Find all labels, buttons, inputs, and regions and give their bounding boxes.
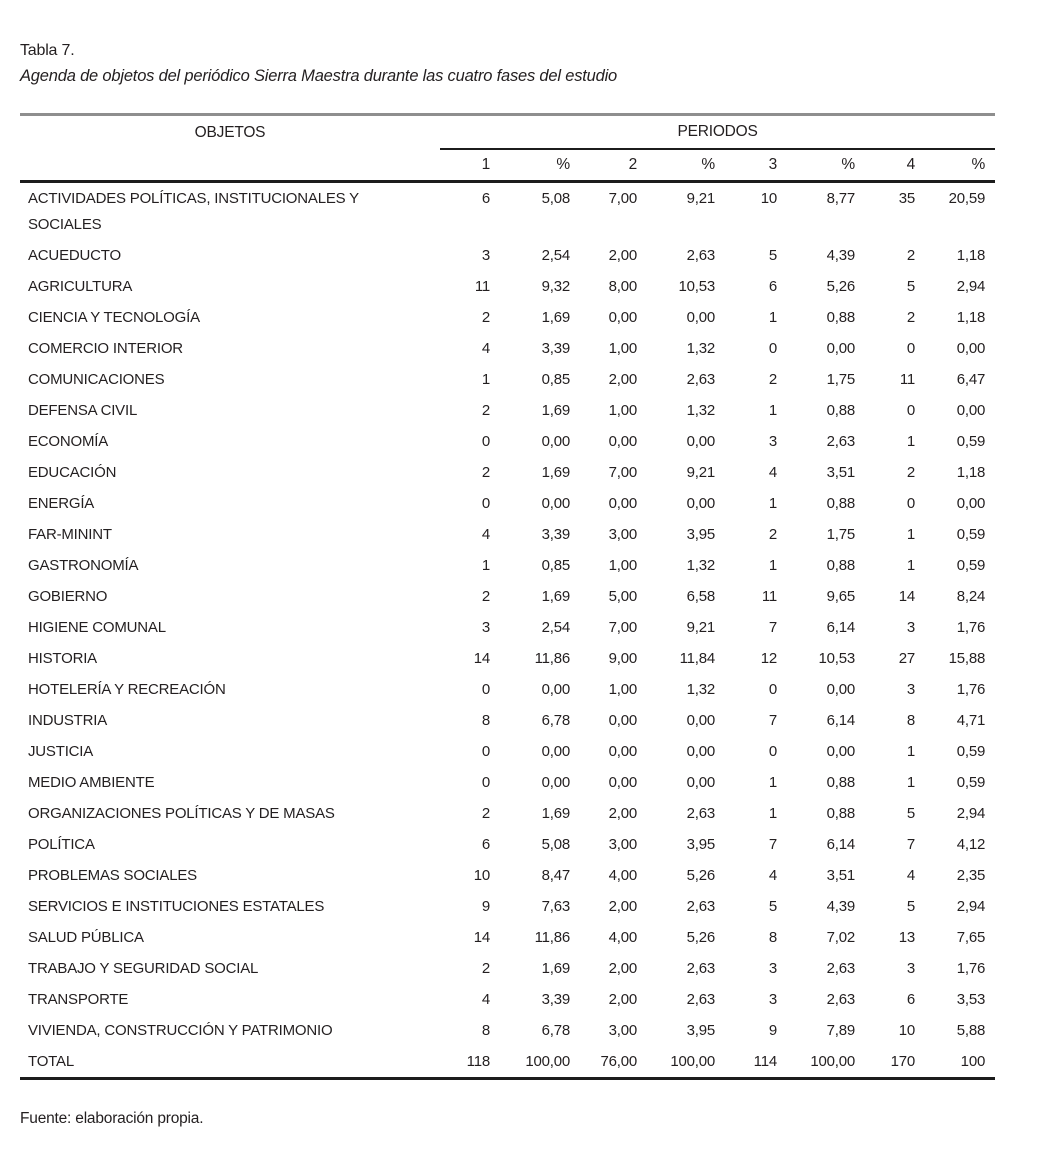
value-cell: 0,00 bbox=[956, 340, 986, 357]
value-cell: 4 bbox=[481, 526, 490, 543]
data-table bbox=[20, 113, 995, 1080]
value-cell: 5 bbox=[768, 247, 777, 264]
value-cell: 14 bbox=[473, 929, 490, 946]
value-cell: 3 bbox=[906, 681, 915, 698]
value-cell: 1,32 bbox=[686, 340, 715, 357]
value-cell: 0 bbox=[768, 340, 777, 357]
value-cell: 5,26 bbox=[686, 929, 715, 946]
value-cell: 9 bbox=[768, 1022, 777, 1039]
value-cell: 11,86 bbox=[534, 929, 570, 946]
value-cell: 4,00 bbox=[608, 867, 637, 884]
value-cell: 5 bbox=[906, 898, 915, 915]
value-cell: 2 bbox=[906, 309, 915, 326]
value-cell: 6,78 bbox=[541, 1022, 570, 1039]
table-row bbox=[20, 736, 995, 767]
value-cell: 11,86 bbox=[534, 650, 570, 667]
value-cell: 1,69 bbox=[541, 464, 570, 481]
value-cell: 8,24 bbox=[956, 588, 986, 605]
value-cell: 4,39 bbox=[826, 247, 855, 264]
value-cell: 1,00 bbox=[608, 557, 637, 574]
value-cell: 0,00 bbox=[541, 743, 570, 760]
value-cell: 9,21 bbox=[686, 190, 715, 207]
value-cell: 1,69 bbox=[541, 402, 570, 419]
value-cell: 0,85 bbox=[541, 557, 570, 574]
value-cell: 3 bbox=[768, 991, 777, 1008]
value-cell: 3,95 bbox=[686, 836, 715, 853]
value-cell: 0 bbox=[481, 681, 490, 698]
value-cell: 0,00 bbox=[686, 774, 715, 791]
value-cell: 5,26 bbox=[826, 278, 855, 295]
value-cell: 3,39 bbox=[541, 340, 570, 357]
table-row bbox=[20, 1015, 995, 1046]
value-cell: 0 bbox=[906, 495, 915, 512]
value-cell: 1,69 bbox=[541, 960, 570, 977]
table-row bbox=[20, 333, 995, 364]
table-body bbox=[20, 182, 995, 1079]
value-cell: 5,26 bbox=[686, 867, 715, 884]
objeto-cell: EDUCACIÓN bbox=[28, 464, 117, 481]
objeto-cell: PROBLEMAS SOCIALES bbox=[28, 867, 197, 884]
table-row bbox=[20, 395, 995, 426]
value-cell: 1,18 bbox=[956, 247, 986, 264]
value-cell: 3,00 bbox=[608, 1022, 637, 1039]
value-cell: 2,63 bbox=[686, 805, 715, 822]
value-cell: 7 bbox=[906, 836, 915, 853]
value-cell: 7,63 bbox=[541, 898, 570, 915]
value-cell: 0,00 bbox=[541, 681, 570, 698]
value-cell: 1,75 bbox=[826, 526, 855, 543]
value-cell: 5 bbox=[906, 278, 915, 295]
objeto-cell: TRANSPORTE bbox=[28, 991, 129, 1008]
table-row bbox=[20, 271, 995, 302]
table-row bbox=[20, 364, 995, 395]
value-cell: 1,75 bbox=[826, 371, 855, 388]
value-cell: 3 bbox=[481, 619, 490, 636]
value-cell: 5 bbox=[768, 898, 777, 915]
value-cell: 8,47 bbox=[541, 867, 570, 884]
value-cell: 4 bbox=[481, 991, 490, 1008]
value-cell: 7 bbox=[768, 619, 777, 636]
value-cell: 10 bbox=[898, 1022, 915, 1039]
value-cell: 76,00 bbox=[600, 1053, 637, 1070]
objeto-cell: COMERCIO INTERIOR bbox=[28, 340, 183, 357]
objeto-cell: ACUEDUCTO bbox=[28, 247, 121, 264]
value-cell: 0,00 bbox=[686, 743, 715, 760]
value-cell: 1 bbox=[768, 774, 777, 791]
value-cell: 1 bbox=[768, 309, 777, 326]
value-cell: 13 bbox=[898, 929, 915, 946]
value-cell: 11,84 bbox=[679, 650, 715, 667]
value-cell: 14 bbox=[898, 588, 915, 605]
value-cell: 1 bbox=[481, 557, 490, 574]
value-cell: 0,88 bbox=[826, 557, 855, 574]
value-cell: 4,12 bbox=[956, 836, 986, 853]
objeto-cell: SERVICIOS E INSTITUCIONES ESTATALES bbox=[28, 898, 325, 915]
table-row bbox=[20, 426, 995, 457]
value-cell: 2,35 bbox=[956, 867, 986, 884]
value-cell: 0,00 bbox=[608, 774, 637, 791]
value-cell: 0,00 bbox=[686, 309, 715, 326]
value-cell: 3 bbox=[906, 619, 915, 636]
table-row bbox=[20, 798, 995, 829]
value-cell: 7,00 bbox=[608, 464, 637, 481]
value-cell: 0,59 bbox=[956, 433, 986, 450]
value-cell: 0,85 bbox=[541, 371, 570, 388]
value-cell: 7 bbox=[768, 712, 777, 729]
value-cell: 3,39 bbox=[541, 526, 570, 543]
objeto-cell: DEFENSA CIVIL bbox=[28, 402, 138, 419]
table-row bbox=[20, 953, 995, 984]
value-cell: 0,00 bbox=[608, 495, 637, 512]
value-cell: 4 bbox=[481, 340, 490, 357]
value-cell: 2 bbox=[768, 526, 777, 543]
value-cell: 7,65 bbox=[956, 929, 986, 946]
objeto-cell: TOTAL bbox=[28, 1053, 74, 1070]
value-cell: 9,21 bbox=[686, 464, 715, 481]
value-cell: 1 bbox=[481, 371, 490, 388]
value-cell: 100 bbox=[960, 1053, 986, 1070]
value-cell: 1,76 bbox=[956, 681, 986, 698]
objeto-cell: ECONOMÍA bbox=[28, 433, 109, 450]
value-cell: 8 bbox=[481, 712, 490, 729]
value-cell: 0,00 bbox=[686, 433, 715, 450]
value-cell: 170 bbox=[890, 1053, 915, 1070]
subheader-spacer bbox=[20, 149, 440, 182]
value-cell: 0 bbox=[481, 495, 490, 512]
value-cell: 1,76 bbox=[956, 960, 986, 977]
value-cell: 0,00 bbox=[686, 712, 715, 729]
objeto-cell: ACTIVIDADES POLÍTICAS, INSTITUCIONALES Y SOCIALES bbox=[28, 190, 359, 233]
value-cell: 0,88 bbox=[826, 805, 855, 822]
value-cell: 10,53 bbox=[678, 278, 715, 295]
value-cell: 7,89 bbox=[826, 1022, 855, 1039]
value-cell: 11 bbox=[899, 371, 915, 388]
value-cell: 8 bbox=[906, 712, 915, 729]
value-cell: 8 bbox=[768, 929, 777, 946]
value-cell: 1,69 bbox=[541, 309, 570, 326]
value-cell: 1,69 bbox=[541, 588, 570, 605]
value-cell: 1 bbox=[768, 805, 777, 822]
table-row bbox=[20, 674, 995, 705]
table-row bbox=[20, 860, 995, 891]
value-cell: 1 bbox=[768, 402, 777, 419]
value-cell: 3 bbox=[768, 433, 777, 450]
value-cell: 10 bbox=[760, 190, 777, 207]
value-cell: 2,00 bbox=[608, 247, 637, 264]
value-cell: 3,53 bbox=[956, 991, 986, 1008]
value-cell: 7,00 bbox=[608, 190, 637, 207]
table-row bbox=[20, 767, 995, 798]
period-subheader-6: % bbox=[787, 149, 865, 182]
value-cell: 4,71 bbox=[956, 712, 986, 729]
value-cell: 5 bbox=[906, 805, 915, 822]
value-cell: 2,63 bbox=[826, 433, 855, 450]
value-cell: 2,94 bbox=[956, 278, 986, 295]
value-cell: 6 bbox=[481, 190, 490, 207]
value-cell: 2,00 bbox=[608, 898, 637, 915]
table-row bbox=[20, 581, 995, 612]
value-cell: 0,59 bbox=[956, 526, 986, 543]
table-row bbox=[20, 922, 995, 953]
table-row bbox=[20, 182, 995, 241]
value-cell: 2,00 bbox=[608, 991, 637, 1008]
value-cell: 7,00 bbox=[608, 619, 637, 636]
objeto-cell: HOTELERÍA Y RECREACIÓN bbox=[28, 681, 226, 698]
objeto-cell: TRABAJO Y SEGURIDAD SOCIAL bbox=[28, 960, 259, 977]
objeto-cell: INDUSTRIA bbox=[28, 712, 108, 729]
value-cell: 4 bbox=[768, 867, 777, 884]
value-cell: 2,63 bbox=[826, 991, 855, 1008]
table-row bbox=[20, 705, 995, 736]
period-subheader-8: % bbox=[925, 149, 995, 182]
value-cell: 12 bbox=[760, 650, 777, 667]
value-cell: 100,00 bbox=[525, 1053, 570, 1070]
value-cell: 6,14 bbox=[826, 836, 855, 853]
value-cell: 1,00 bbox=[608, 340, 637, 357]
value-cell: 6,14 bbox=[826, 712, 855, 729]
objeto-cell: GOBIERNO bbox=[28, 588, 108, 605]
value-cell: 2,63 bbox=[686, 371, 715, 388]
value-cell: 2,63 bbox=[686, 960, 715, 977]
objeto-cell: JUSTICIA bbox=[28, 743, 94, 760]
value-cell: 11 bbox=[474, 278, 490, 295]
value-cell: 3 bbox=[768, 960, 777, 977]
value-cell: 0 bbox=[768, 743, 777, 760]
value-cell: 3,95 bbox=[686, 1022, 715, 1039]
value-cell: 0,59 bbox=[956, 557, 986, 574]
value-cell: 6,78 bbox=[541, 712, 570, 729]
value-cell: 1,18 bbox=[956, 464, 986, 481]
table-row bbox=[20, 829, 995, 860]
objeto-cell: HISTORIA bbox=[28, 650, 97, 667]
value-cell: 2,00 bbox=[608, 805, 637, 822]
value-cell: 20,59 bbox=[948, 190, 986, 207]
period-subheader-4: % bbox=[647, 149, 725, 182]
objeto-cell: SALUD PÚBLICA bbox=[28, 929, 144, 946]
value-cell: 1 bbox=[906, 433, 915, 450]
value-cell: 1 bbox=[906, 743, 915, 760]
value-cell: 2 bbox=[768, 371, 777, 388]
value-cell: 4 bbox=[768, 464, 777, 481]
value-cell: 2,63 bbox=[686, 247, 715, 264]
value-cell: 0,88 bbox=[826, 774, 855, 791]
value-cell: 2,00 bbox=[608, 960, 637, 977]
value-cell: 3,39 bbox=[541, 991, 570, 1008]
value-cell: 8,00 bbox=[608, 278, 637, 295]
value-cell: 7 bbox=[768, 836, 777, 853]
period-subheader-3: 2 bbox=[580, 149, 647, 182]
value-cell: 8 bbox=[481, 1022, 490, 1039]
value-cell: 3 bbox=[481, 247, 490, 264]
value-cell: 2,54 bbox=[541, 619, 570, 636]
value-cell: 2 bbox=[906, 247, 915, 264]
value-cell: 0,00 bbox=[956, 402, 986, 419]
value-cell: 0,00 bbox=[541, 495, 570, 512]
periodos-header: PERIODOS bbox=[440, 115, 995, 150]
value-cell: 4,00 bbox=[608, 929, 637, 946]
value-cell: 5,88 bbox=[956, 1022, 986, 1039]
value-cell: 3,00 bbox=[608, 836, 637, 853]
value-cell: 11 bbox=[761, 588, 777, 605]
table-row bbox=[20, 519, 995, 550]
table-row bbox=[20, 612, 995, 643]
objeto-cell: GASTRONOMÍA bbox=[28, 557, 139, 574]
value-cell: 1,32 bbox=[686, 557, 715, 574]
table-row bbox=[20, 550, 995, 581]
objeto-cell: HIGIENE COMUNAL bbox=[28, 619, 166, 636]
table-caption-label: Tabla 7. bbox=[20, 42, 75, 59]
objeto-cell: MEDIO AMBIENTE bbox=[28, 774, 155, 791]
table-row bbox=[20, 457, 995, 488]
value-cell: 114 bbox=[753, 1053, 777, 1070]
value-cell: 2 bbox=[481, 588, 490, 605]
value-cell: 6 bbox=[906, 991, 915, 1008]
value-cell: 2,94 bbox=[956, 805, 986, 822]
value-cell: 5,08 bbox=[541, 190, 570, 207]
value-cell: 1,00 bbox=[608, 402, 637, 419]
value-cell: 35 bbox=[898, 190, 915, 207]
value-cell: 1,00 bbox=[608, 681, 637, 698]
value-cell: 0,00 bbox=[608, 433, 637, 450]
value-cell: 0,00 bbox=[956, 495, 986, 512]
value-cell: 0,00 bbox=[826, 340, 855, 357]
table-row bbox=[20, 984, 995, 1015]
value-cell: 9,00 bbox=[608, 650, 637, 667]
objetos-header: OBJETOS bbox=[194, 123, 266, 141]
value-cell: 4 bbox=[906, 867, 915, 884]
value-cell: 0 bbox=[768, 681, 777, 698]
value-cell: 0,88 bbox=[826, 495, 855, 512]
header-group-row bbox=[20, 115, 995, 150]
value-cell: 9,32 bbox=[541, 278, 570, 295]
value-cell: 0,00 bbox=[686, 495, 715, 512]
period-subheader-1: 1 bbox=[440, 149, 500, 182]
value-cell: 0,00 bbox=[541, 774, 570, 791]
value-cell: 2,94 bbox=[956, 898, 986, 915]
value-cell: 10 bbox=[473, 867, 490, 884]
value-cell: 118 bbox=[466, 1053, 490, 1070]
value-cell: 9,21 bbox=[686, 619, 715, 636]
value-cell: 0,88 bbox=[826, 309, 855, 326]
value-cell: 1 bbox=[906, 526, 915, 543]
value-cell: 0,59 bbox=[956, 774, 986, 791]
value-cell: 1,32 bbox=[686, 681, 715, 698]
subheader-row bbox=[20, 149, 995, 182]
objeto-cell: ENERGÍA bbox=[28, 495, 95, 512]
period-subheader-2: % bbox=[500, 149, 580, 182]
value-cell: 2 bbox=[481, 805, 490, 822]
table-row bbox=[20, 240, 995, 271]
value-cell: 3,51 bbox=[826, 867, 855, 884]
value-cell: 0,00 bbox=[608, 743, 637, 760]
value-cell: 3,00 bbox=[608, 526, 637, 543]
table-row bbox=[20, 643, 995, 674]
value-cell: 9,65 bbox=[826, 588, 855, 605]
value-cell: 3 bbox=[906, 960, 915, 977]
table-row bbox=[20, 488, 995, 519]
value-cell: 6,47 bbox=[956, 371, 986, 388]
value-cell: 0 bbox=[906, 340, 915, 357]
value-cell: 27 bbox=[898, 650, 915, 667]
value-cell: 1,69 bbox=[541, 805, 570, 822]
total-row bbox=[20, 1046, 995, 1079]
value-cell: 4,39 bbox=[826, 898, 855, 915]
value-cell: 0 bbox=[481, 743, 490, 760]
value-cell: 2,54 bbox=[541, 247, 570, 264]
value-cell: 0 bbox=[906, 402, 915, 419]
period-subheader-5: 3 bbox=[725, 149, 787, 182]
value-cell: 0,00 bbox=[826, 743, 855, 760]
value-cell: 0,00 bbox=[608, 309, 637, 326]
value-cell: 1 bbox=[768, 495, 777, 512]
value-cell: 9 bbox=[481, 898, 490, 915]
value-cell: 1 bbox=[906, 774, 915, 791]
value-cell: 2 bbox=[906, 464, 915, 481]
objeto-cell: AGRICULTURA bbox=[28, 278, 133, 295]
value-cell: 14 bbox=[473, 650, 490, 667]
value-cell: 5,00 bbox=[608, 588, 637, 605]
value-cell: 2,63 bbox=[686, 991, 715, 1008]
table-caption-title: Agenda de objetos del periódico Sierra Maestra durante las cuatro fases del estudio bbox=[20, 67, 618, 85]
value-cell: 1,76 bbox=[956, 619, 986, 636]
value-cell: 1 bbox=[906, 557, 915, 574]
value-cell: 10,53 bbox=[818, 650, 855, 667]
value-cell: 0,00 bbox=[826, 681, 855, 698]
table-row bbox=[20, 302, 995, 333]
value-cell: 0,00 bbox=[608, 712, 637, 729]
value-cell: 100,00 bbox=[670, 1053, 715, 1070]
value-cell: 0,00 bbox=[541, 433, 570, 450]
value-cell: 2 bbox=[481, 960, 490, 977]
value-cell: 6,58 bbox=[686, 588, 715, 605]
value-cell: 6 bbox=[481, 836, 490, 853]
objeto-cell: ORGANIZACIONES POLÍTICAS Y DE MASAS bbox=[28, 805, 335, 822]
value-cell: 3,51 bbox=[826, 464, 855, 481]
value-cell: 7,02 bbox=[826, 929, 855, 946]
objeto-cell: CIENCIA Y TECNOLOGÍA bbox=[28, 309, 200, 326]
value-cell: 1 bbox=[768, 557, 777, 574]
value-cell: 0 bbox=[481, 774, 490, 791]
value-cell: 1,18 bbox=[956, 309, 986, 326]
value-cell: 0,59 bbox=[956, 743, 986, 760]
value-cell: 6,14 bbox=[826, 619, 855, 636]
objeto-cell: FAR-MININT bbox=[28, 526, 112, 543]
value-cell: 100,00 bbox=[810, 1053, 855, 1070]
objeto-cell: VIVIENDA, CONSTRUCCIÓN Y PATRIMONIO bbox=[28, 1022, 333, 1039]
objeto-cell: POLÍTICA bbox=[28, 836, 95, 853]
value-cell: 15,88 bbox=[948, 650, 986, 667]
value-cell: 2 bbox=[481, 402, 490, 419]
table-row bbox=[20, 891, 995, 922]
value-cell: 2 bbox=[481, 464, 490, 481]
value-cell: 2,63 bbox=[686, 898, 715, 915]
value-cell: 2 bbox=[481, 309, 490, 326]
value-cell: 8,77 bbox=[826, 190, 855, 207]
value-cell: 2,00 bbox=[608, 371, 637, 388]
value-cell: 1,32 bbox=[686, 402, 715, 419]
value-cell: 0 bbox=[481, 433, 490, 450]
value-cell: 3,95 bbox=[686, 526, 715, 543]
objeto-cell: COMUNICACIONES bbox=[28, 371, 165, 388]
period-subheader-7: 4 bbox=[865, 149, 925, 182]
value-cell: 0,88 bbox=[826, 402, 855, 419]
value-cell: 5,08 bbox=[541, 836, 570, 853]
value-cell: 2,63 bbox=[826, 960, 855, 977]
value-cell: 6 bbox=[768, 278, 777, 295]
source-note: Fuente: elaboración propia. bbox=[20, 1110, 204, 1127]
